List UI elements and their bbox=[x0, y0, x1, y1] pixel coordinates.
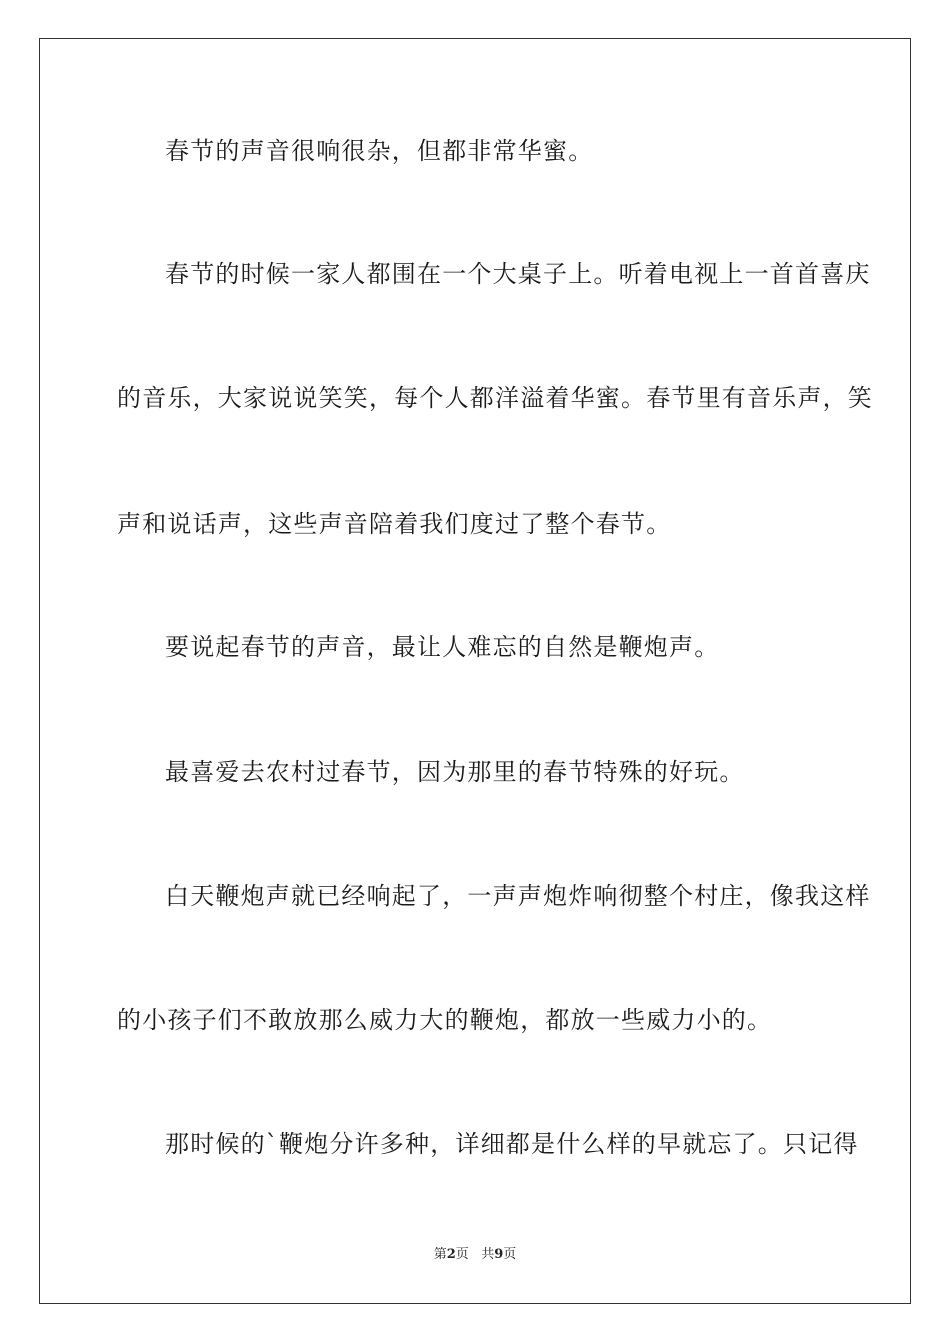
paragraph-line: 那时候的`鞭炮分许多种，详细都是什么样的早就忘了。只记得 bbox=[165, 1130, 859, 1158]
page-suffix: 页 bbox=[455, 1247, 469, 1262]
paragraph-line: 要说起春节的声音，最让人难忘的自然是鞭炮声。 bbox=[165, 633, 720, 661]
total-prefix: 共 bbox=[481, 1247, 495, 1262]
paragraph-line: 春节的时候一家人都围在一个大桌子上。听着电视上一首首喜庆 bbox=[165, 260, 871, 288]
paragraph-line: 春节的声音很响很杂，但都非常华蜜。 bbox=[165, 137, 594, 165]
current-page-number: 2 bbox=[446, 1247, 456, 1262]
paragraph-line: 的音乐，大家说说笑笑，每个人都洋溢着华蜜。春节里有音乐声，笑 bbox=[117, 384, 873, 412]
paragraph-line: 的小孩子们不敢放那么威力大的鞭炮，都放一些威力小的。 bbox=[117, 1006, 773, 1034]
total-suffix: 页 bbox=[503, 1247, 517, 1262]
paragraph-line: 白天鞭炮声就已经响起了，一声声炮炸响彻整个村庄，像我这样 bbox=[165, 882, 871, 910]
page-border bbox=[39, 38, 911, 1304]
total-pages-number: 9 bbox=[494, 1247, 504, 1262]
page-footer bbox=[0, 1246, 950, 1264]
paragraph-line: 最喜爱去农村过春节，因为那里的春节特殊的好玩。 bbox=[165, 758, 745, 786]
paragraph-line: 声和说话声，这些声音陪着我们度过了整个春节。 bbox=[117, 510, 672, 538]
page-prefix: 第 bbox=[433, 1247, 447, 1262]
